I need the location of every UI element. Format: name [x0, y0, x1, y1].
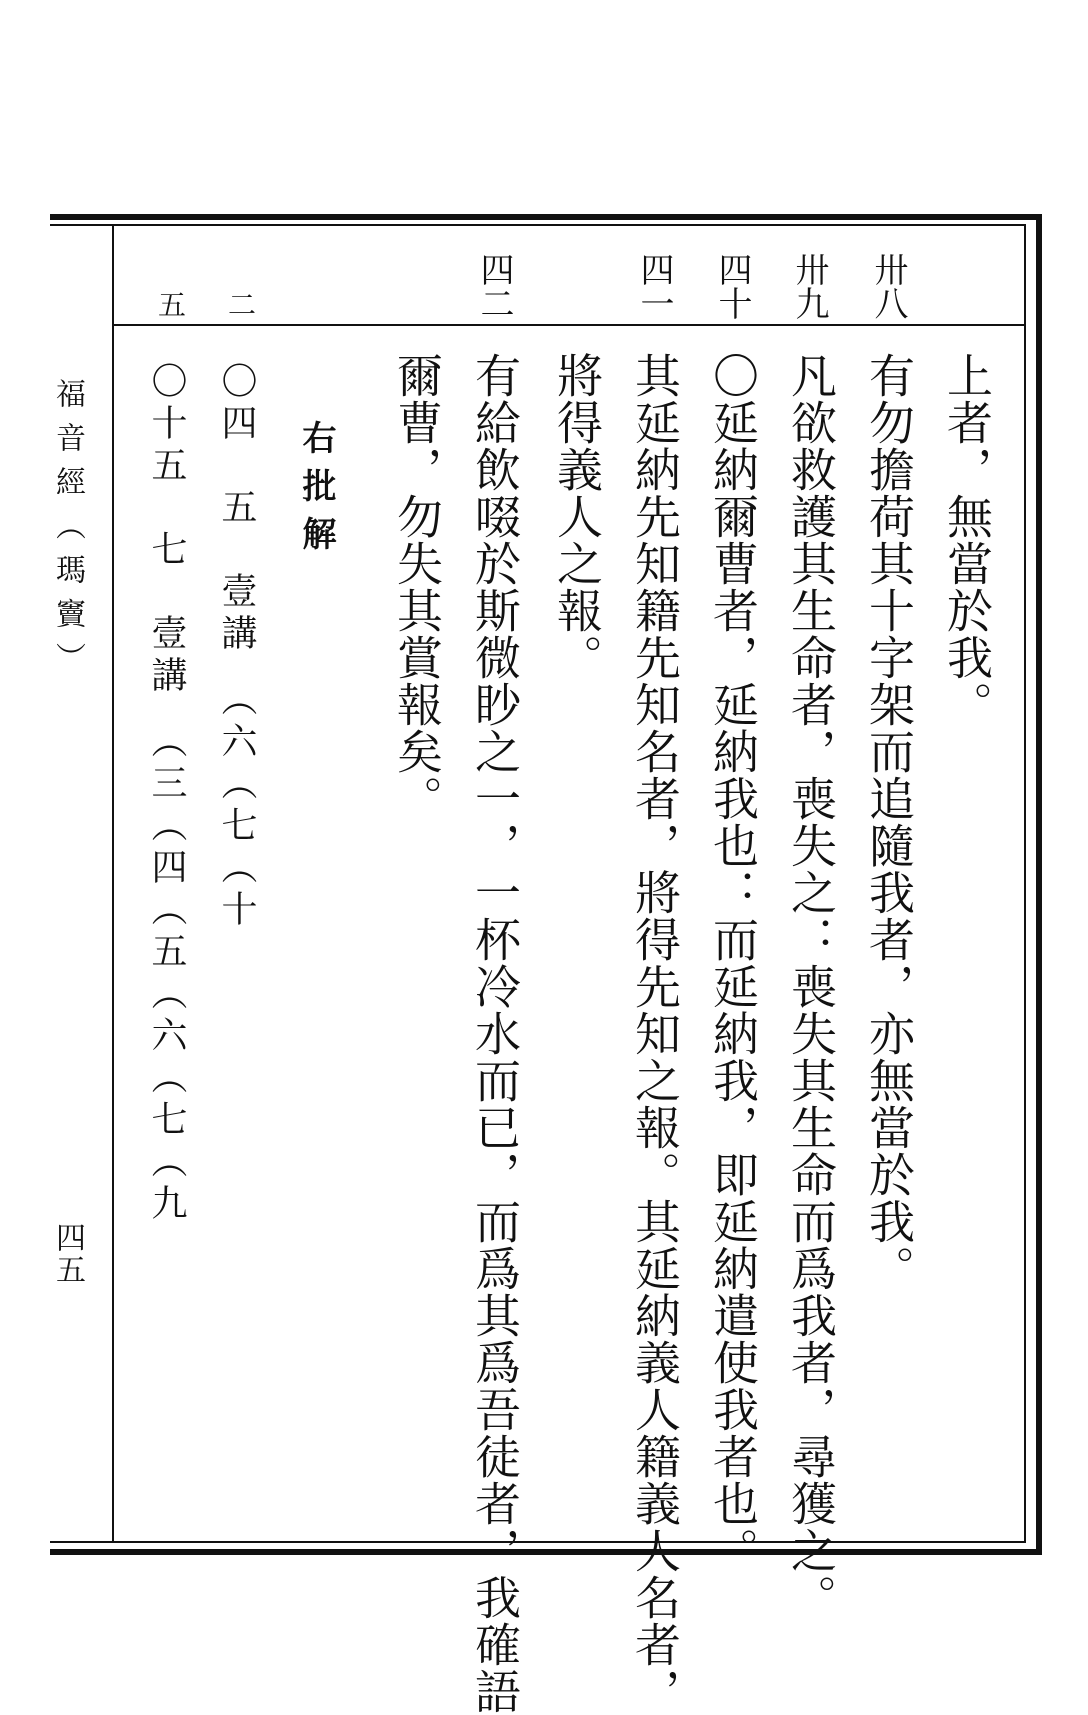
- text-column-2: 有勿擔荷其十字架而追隨我者，亦無當於我。: [862, 352, 916, 1292]
- text-column-8: 爾曹，勿失其賞報矣。: [390, 352, 444, 822]
- verse-number-39: 卅九: [789, 252, 829, 320]
- frame-right-border: [1036, 214, 1042, 1555]
- header-divider: [114, 324, 1024, 326]
- text-column-7: 有給飲啜於斯微眇之一，一杯冷水而已，而爲其爲吾徒者，我確語: [468, 352, 522, 1715]
- text-column-4: 〇延納爾曹者，延納我也：而延納我，即延納遣使我者也。: [706, 352, 760, 1574]
- frame-top-inner-border: [50, 224, 1026, 226]
- page-number: 四五: [50, 1222, 85, 1286]
- frame-top-border: [50, 214, 1040, 220]
- verse-number-38: 卅八: [868, 252, 908, 320]
- verse-number-40: 四十: [712, 252, 752, 320]
- frame-left-border: [112, 226, 114, 1541]
- text-column-5: 其延納先知籍先知名者，將得先知之報。其延納義人籍義人名者，: [628, 352, 682, 1715]
- frame-bottom-inner-border: [50, 1541, 1026, 1543]
- index-header-left: 五: [154, 290, 187, 318]
- running-title: 福音經（瑪竇）: [50, 378, 85, 686]
- index-column-2: 〇十五 七 壹講 （三（四（五（六（七（九: [146, 362, 187, 1226]
- verse-number-41: 四一: [634, 252, 674, 320]
- text-column-6: 將得義人之報。: [550, 352, 604, 681]
- frame-bottom-border: [50, 1549, 1040, 1555]
- text-column-3: 凡欲救護其生命者，喪失之：喪失其生命而爲我者，尋獲之。: [784, 352, 838, 1621]
- text-column-1: 上者，無當於我。: [940, 352, 994, 728]
- section-caption: 右批解: [296, 420, 336, 564]
- frame-right-inner-border: [1024, 224, 1026, 1543]
- index-column-1: 〇四 五 壹講 （六（七（十: [216, 362, 257, 932]
- verse-number-42: 四二: [474, 252, 514, 320]
- index-header-right: 二: [224, 290, 257, 318]
